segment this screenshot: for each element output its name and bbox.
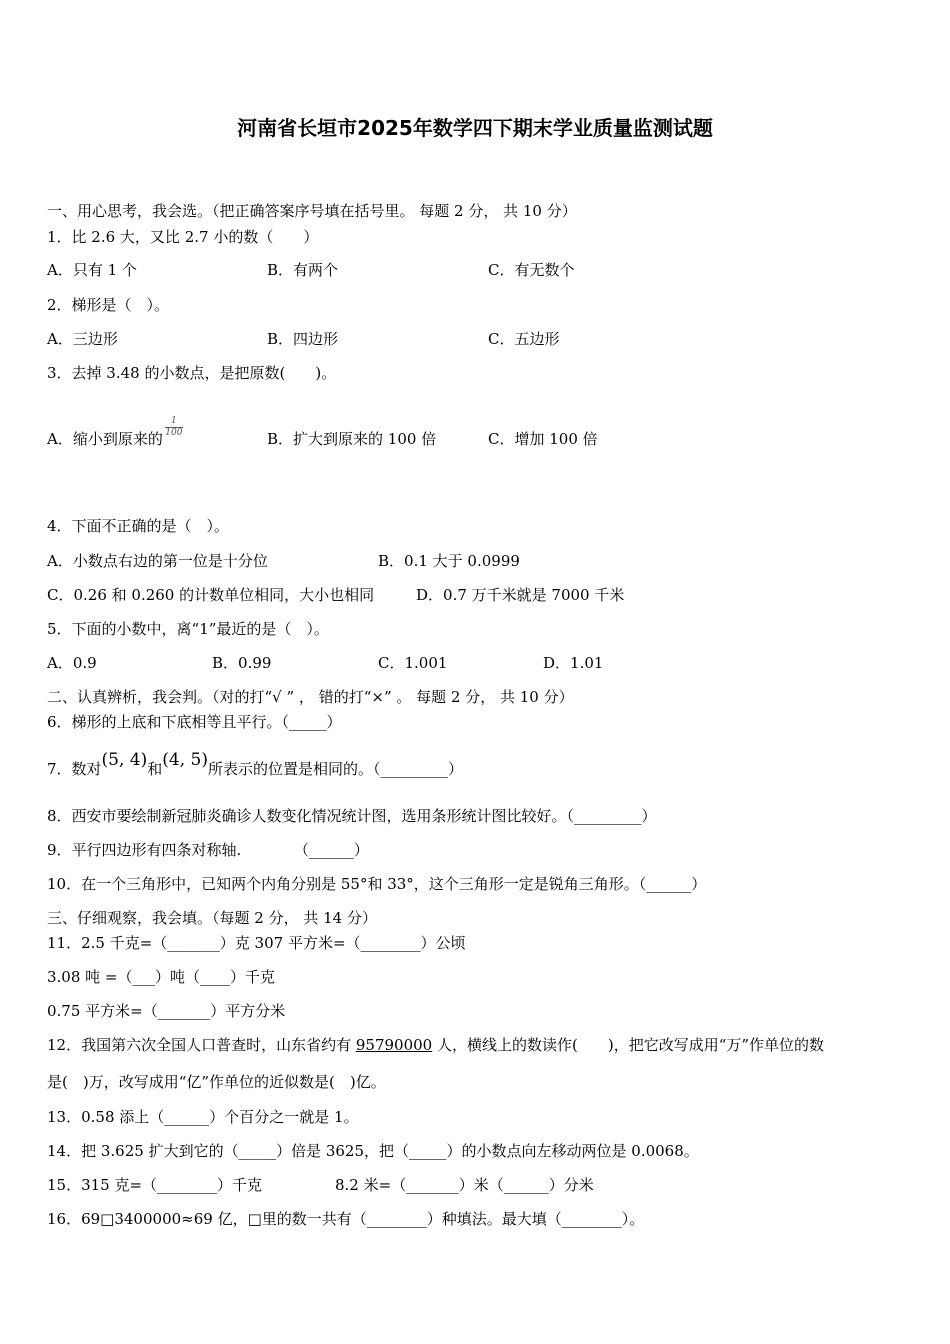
question-7	[47, 750, 464, 779]
q1-option-c: C．有无数个	[488, 261, 575, 279]
q7-coord-1: (5, 4)	[101, 750, 148, 770]
question-2: 2．梯形是（ ）。	[47, 296, 170, 314]
question-11-line-1: 11．2.5 千克=（_______）克 307 平方米=（________）公顷	[47, 934, 466, 952]
q3-option-a-label: A．缩小到原来的	[47, 430, 163, 448]
q5-option-d: D．1.01	[543, 654, 604, 672]
question-12-line-1	[47, 1035, 824, 1055]
q1-option-b: B．有两个	[267, 261, 339, 279]
question-3: 3．去掉 3.48 的小数点，是把原数( )。	[47, 364, 337, 382]
q12-suffix: 人，横线上的数读作( )，把它改写成用“万”作单位的数	[432, 1036, 825, 1054]
question-16: 16．69□3400000≈69 亿，□里的数一共有（________）种填法。最大填（________）。	[47, 1210, 645, 1228]
fraction-denominator: 100	[165, 428, 183, 438]
question-15-part-b: 8.2 米=（_______）米（______）分米	[335, 1176, 594, 1194]
question-8: 8．西安市要绘制新冠肺炎确诊人数变化情况统计图，选用条形统计图比较好。（_________）	[47, 807, 657, 825]
fraction-one-hundredth	[163, 416, 185, 450]
q2-option-c: C．五边形	[488, 330, 560, 348]
q4-option-a: A．小数点右边的第一位是十分位	[47, 552, 268, 570]
q2-option-b: B．四边形	[267, 330, 339, 348]
q5-option-a: A．0.9	[47, 654, 97, 672]
question-13: 13．0.58 添上（______）个百分之一就是 1。	[47, 1108, 359, 1126]
question-14: 14．把 3.625 扩大到它的（_____）倍是 3625，把（_____）的小数点向左移动两位是 0.0068。	[47, 1142, 699, 1160]
q7-coord-2: (4, 5)	[162, 750, 208, 770]
q12-prefix: 12．我国第六次全国人口普查时，山东省约有	[47, 1036, 356, 1054]
q3-option-a	[47, 416, 185, 450]
question-9: 9．平行四边形有四条对称轴. （______）	[47, 841, 369, 859]
q3-option-b: B．扩大到原来的 100 倍	[267, 430, 437, 448]
question-11-line-2: 3.08 吨 =（___）吨（____）千克	[47, 968, 276, 986]
section-1-heading: 一、用心思考，我会选。（把正确答案序号填在括号里。 每题 2 分， 共 10 分）	[47, 202, 577, 220]
question-15-part-a: 15．315 克=（________）千克	[47, 1176, 263, 1194]
q2-option-a: A．三边形	[47, 330, 118, 348]
q5-option-b: B．0.99	[212, 654, 272, 672]
section-2-heading: 二、认真辨析，我会判。（对的打“√ ” ， 错的打“×” 。 每题 2 分， 共 10 分）	[47, 688, 574, 706]
q7-and: 和	[147, 760, 163, 778]
question-5: 5．下面的小数中，离“1”最近的是（ ）。	[47, 620, 329, 638]
fraction-numerator: 1	[170, 416, 177, 426]
question-10: 10．在一个三角形中，已知两个内角分别是 55°和 33°，这个三角形一定是锐角三角形。（______）	[47, 875, 707, 893]
q3-option-c: C．增加 100 倍	[488, 430, 598, 448]
question-11-line-3: 0.75 平方米=（_______）平方分米	[47, 1002, 286, 1020]
q4-option-b: B．0.1 大于 0.0999	[378, 552, 520, 570]
question-1: 1．比 2.6 大，又比 2.7 小的数（ ）	[47, 228, 319, 246]
q7-suffix: 所表示的位置是相同的。（_________）	[208, 760, 464, 778]
q5-option-c: C．1.001	[378, 654, 448, 672]
q1-option-a: A．只有 1 个	[47, 261, 137, 279]
question-12-line-2: 是( )万，改写成用“亿”作单位的近似数是( )亿。	[47, 1073, 386, 1091]
section-3-heading: 三、仔细观察，我会填。（每题 2 分， 共 14 分）	[47, 909, 377, 927]
question-4: 4．下面不正确的是（ ）。	[47, 517, 230, 535]
question-6: 6．梯形的上底和下底相等且平行。（_____）	[47, 713, 342, 731]
q4-option-d: D．0.7 万千米就是 7000 千米	[416, 586, 625, 604]
q7-prefix: 7．数对	[47, 760, 102, 778]
q12-underlined-number: 95790000	[355, 1036, 433, 1054]
q4-option-c: C．0.26 和 0.260 的计数单位相同，大小也相同	[47, 586, 375, 604]
page-title: 河南省长垣市2025年数学四下期末学业质量监测试题	[237, 116, 713, 140]
